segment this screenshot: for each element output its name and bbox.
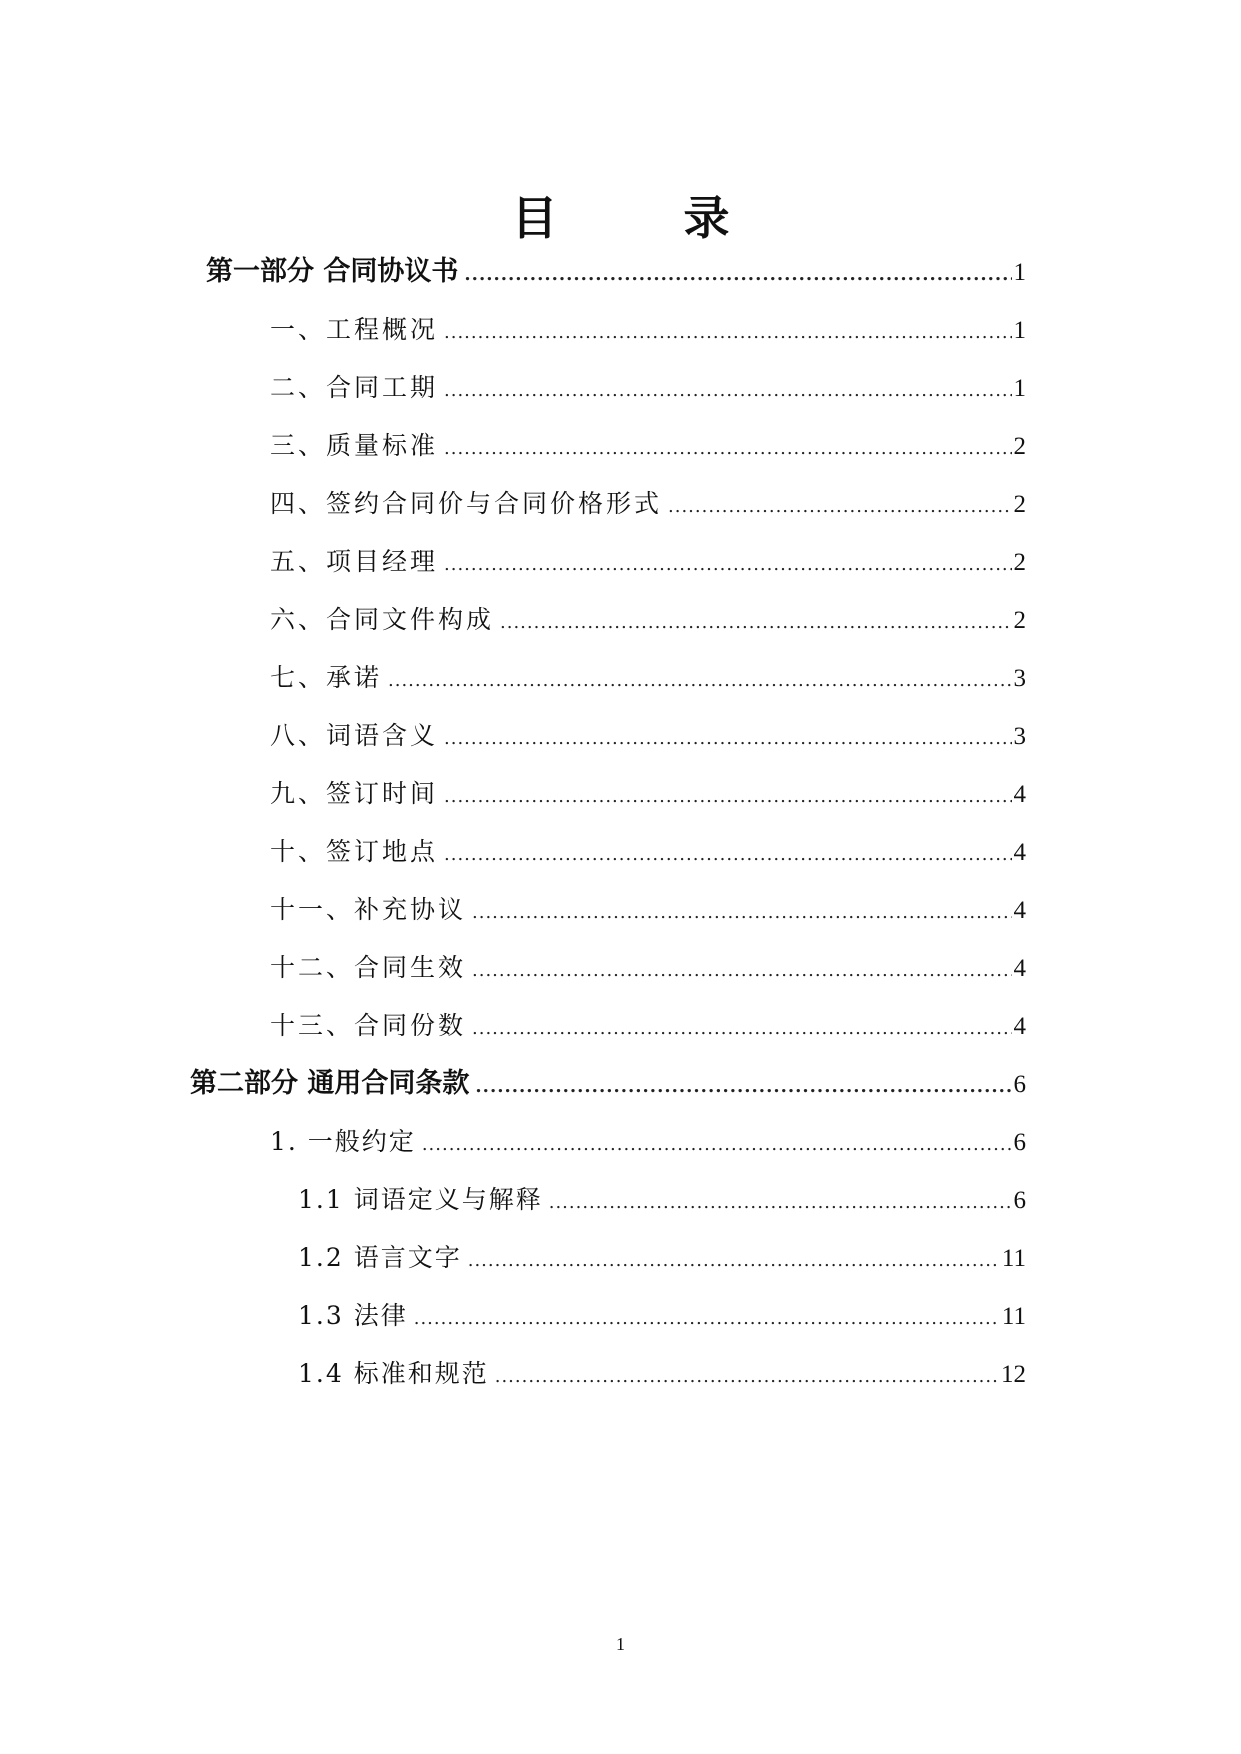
- toc-entry-label: 八、词语含义: [270, 721, 439, 750]
- toc-entry-page: 11: [1001, 1245, 1026, 1272]
- toc-entry[interactable]: [298, 1180, 1026, 1223]
- toc-entry-label: 十二、合同生效: [270, 953, 467, 982]
- toc-entry-page: 1: [1013, 317, 1026, 344]
- toc-entry-label: 一、工程概况: [270, 315, 439, 344]
- toc-entry-page: 4: [1013, 781, 1026, 808]
- dot-leader: [668, 487, 1011, 527]
- toc-entry-page: 6: [1013, 1129, 1026, 1156]
- toc-entry-label: 四、签约合同价与合同价格形式: [270, 489, 663, 518]
- toc-entry[interactable]: [298, 1354, 1026, 1397]
- dot-leader: [472, 951, 1011, 991]
- toc-entry-page: 6: [1013, 1187, 1026, 1214]
- toc-entry[interactable]: [270, 542, 1026, 585]
- dot-leader: [388, 661, 1011, 701]
- toc-entry-label: 七、承诺: [270, 663, 383, 692]
- toc-entry-label: 十、签订地点: [270, 837, 439, 866]
- toc-entry-page: 1: [1013, 259, 1026, 286]
- toc-entry-page: 2: [1013, 491, 1026, 518]
- toc-entry-label: 十三、合同份数: [270, 1011, 467, 1040]
- toc-entry-label: 1.4 标准和规范: [298, 1359, 489, 1388]
- toc-entry-page: 2: [1013, 549, 1026, 576]
- dot-leader: [444, 545, 1011, 585]
- toc-entry[interactable]: [270, 1006, 1026, 1049]
- toc-entry[interactable]: [270, 658, 1026, 701]
- toc-entry-label: 十一、补充协议: [270, 895, 467, 924]
- dot-leader: [549, 1183, 1012, 1223]
- dot-leader: [500, 603, 1011, 643]
- toc-entry[interactable]: [270, 426, 1026, 469]
- toc-entry-page: 3: [1013, 665, 1026, 692]
- dot-leader: [472, 893, 1011, 933]
- toc-entry-page: 2: [1013, 433, 1026, 460]
- toc-entry-label: 1.1 词语定义与解释: [298, 1185, 543, 1214]
- toc-entry-part-2[interactable]: [190, 1064, 1026, 1107]
- toc-entry-page: 4: [1013, 1013, 1026, 1040]
- toc-entry-label: 1. 一般约定: [270, 1127, 416, 1156]
- toc-entry-label: 第一部分 合同协议书: [206, 256, 459, 287]
- toc-entry-label: 五、项目经理: [270, 547, 439, 576]
- dot-leader: [444, 777, 1011, 817]
- toc-entry-part-1[interactable]: [206, 252, 1026, 295]
- toc-entry-label: 1.3 法律: [298, 1301, 408, 1330]
- page-number: 1: [616, 1634, 625, 1654]
- toc-entry[interactable]: [270, 368, 1026, 411]
- toc-entry-page: 1: [1013, 375, 1026, 402]
- toc-entry-label: 1.2 语言文字: [298, 1243, 462, 1272]
- dot-leader: [414, 1299, 1000, 1339]
- toc-entry[interactable]: [270, 948, 1026, 991]
- toc-entry-page: 12: [1001, 1361, 1026, 1388]
- toc-entry-page: 11: [1001, 1303, 1026, 1330]
- dot-leader: [444, 835, 1011, 875]
- dot-leader: [444, 719, 1011, 759]
- toc-entry[interactable]: [270, 832, 1026, 875]
- toc-entry-label: 九、签订时间: [270, 779, 439, 808]
- toc-entry[interactable]: [270, 774, 1026, 817]
- dot-leader: [444, 313, 1011, 353]
- toc-entry-label: 二、合同工期: [270, 373, 439, 402]
- toc-entry[interactable]: [270, 716, 1026, 759]
- toc-entry-page: 2: [1013, 607, 1026, 634]
- toc-entry[interactable]: [270, 1122, 1026, 1165]
- toc-entry-page: 4: [1013, 897, 1026, 924]
- dot-leader: [468, 1241, 1000, 1281]
- toc-entry[interactable]: [270, 890, 1026, 933]
- dot-leader: [472, 1009, 1011, 1049]
- toc-entry-page: 3: [1013, 723, 1026, 750]
- toc-entry-page: 6: [1013, 1071, 1026, 1098]
- dot-leader: [444, 371, 1011, 411]
- toc-entry-page: 4: [1013, 839, 1026, 866]
- toc-entry-label: 三、质量标准: [270, 431, 439, 460]
- toc-entry[interactable]: [270, 484, 1026, 527]
- dot-leader: [464, 255, 1011, 295]
- dot-leader: [422, 1125, 1012, 1165]
- page-title: 目 录: [511, 191, 770, 245]
- toc-entry[interactable]: [298, 1238, 1026, 1281]
- dot-leader: [444, 429, 1011, 469]
- toc-entry[interactable]: [298, 1296, 1026, 1339]
- toc-entry-label: 第二部分 通用合同条款: [190, 1068, 470, 1099]
- toc-entry-label: 六、合同文件构成: [270, 605, 495, 634]
- toc-entry-page: 4: [1013, 955, 1026, 982]
- dot-leader: [475, 1067, 1011, 1107]
- toc-entry[interactable]: [270, 310, 1026, 353]
- dot-leader: [495, 1357, 999, 1397]
- toc-entry[interactable]: [270, 600, 1026, 643]
